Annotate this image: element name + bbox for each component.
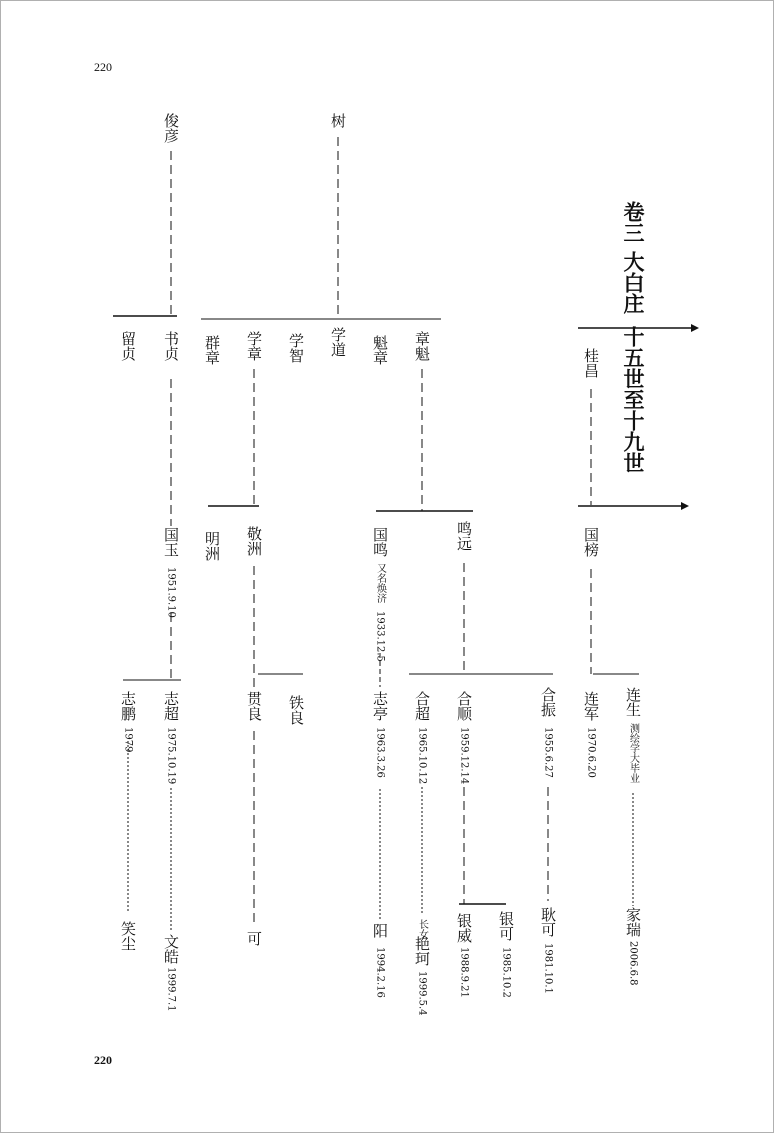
note-yinwei-date: 1988.9.21 [458, 947, 470, 998]
person-heshun: 合顺 [455, 691, 473, 721]
person-xuezhang: 学章 [245, 331, 263, 361]
person-xiaochen: 笑尘 [119, 921, 137, 951]
note-yanke-date: 1999.5.4 [416, 971, 428, 1016]
person-lianjun: 连军 [582, 691, 600, 721]
person-jiarui: 家瑞 [624, 907, 642, 937]
title-part-village: 大白庄 [621, 251, 645, 314]
note-guoming-alias: 又名焕济 [374, 563, 386, 603]
person-zhichao: 志超 [162, 691, 180, 721]
note-zhipeng-date: 1979 [122, 727, 134, 753]
arrow-head-top [691, 324, 699, 332]
note-hechao-date: 1965.10.12 [416, 727, 428, 785]
note-zhiting-date: 1963.3.26 [374, 727, 386, 778]
person-hechao: 合超 [413, 691, 431, 721]
title-part-volume: 卷三 [621, 201, 645, 243]
note-yinke-date: 1985.10.2 [500, 947, 512, 998]
page-number-bottom: 220 [94, 1053, 112, 1067]
person-xuedao: 学道 [329, 327, 347, 357]
note-guoyu-date: 1951.9.10 [165, 567, 177, 618]
person-liansheng: 连生 [624, 687, 642, 717]
person-liuzhen: 留贞 [119, 331, 137, 361]
note-heshun-date: 1959.12.14 [458, 727, 470, 785]
person-mingyuan: 鸣远 [455, 521, 473, 551]
person-yanke: 艳珂 [413, 936, 431, 966]
person-hezhen: 合振 [539, 687, 557, 717]
note-liansheng-note: 测绘学大毕业 [627, 723, 639, 783]
person-zhipeng: 志鹏 [119, 691, 137, 721]
notes [123, 563, 640, 1016]
person-yang: 阳 [371, 923, 389, 938]
note-wenhao-date: 1999.7.1 [165, 967, 177, 1012]
person-gengke: 耿可 [539, 907, 557, 937]
note-zhichao-date: 1975.10.19 [165, 727, 177, 785]
page-number-top: 220 [94, 60, 112, 74]
person-shuzhen: 书贞 [162, 331, 180, 361]
note-hezhen-date: 1955.6.27 [542, 727, 554, 778]
note-guoming-date: 1933.12.5 [374, 611, 386, 662]
person-zhiting: 志亭 [371, 691, 389, 721]
note-jiarui-date: 2006.6.8 [627, 941, 639, 986]
person-qunzhang: 群章 [203, 335, 221, 365]
note-gengke-date: 1981.10.1 [542, 943, 554, 994]
person-tieliang: 铁良 [287, 695, 305, 725]
person-guichang: 桂昌 [582, 348, 600, 378]
person-kuizhang: 魁章 [371, 335, 389, 365]
note-lianjun-date: 1970.6.20 [585, 727, 597, 778]
note-yanke-prefix: 长女 [416, 919, 428, 939]
person-mingzhou: 明洲 [203, 531, 221, 561]
arrow-head-bottom [681, 502, 689, 510]
person-xuezhi: 学智 [287, 333, 305, 363]
person-wenhao: 文皓 [162, 934, 180, 964]
person-yinwei: 银威 [455, 913, 473, 943]
title-part-generations: 十五世至十九世 [621, 326, 645, 473]
person-shu: 树 [329, 113, 347, 128]
person-guanliang: 贯良 [245, 691, 263, 721]
person-zhangkui: 章魁 [413, 331, 431, 361]
person-ke: 可 [245, 931, 263, 946]
person-junyan: 俊彦 [162, 113, 180, 143]
title [621, 200, 645, 473]
person-guoyu: 国玉 [162, 527, 180, 557]
person-guoming: 国鸣 [371, 527, 389, 557]
person-jingzhou: 敬洲 [245, 526, 263, 556]
person-yinke: 银可 [497, 911, 515, 941]
family-tree [1, 1, 773, 1132]
person-guobang: 国榜 [582, 527, 600, 557]
note-yang-date: 1994.2.16 [374, 947, 386, 998]
